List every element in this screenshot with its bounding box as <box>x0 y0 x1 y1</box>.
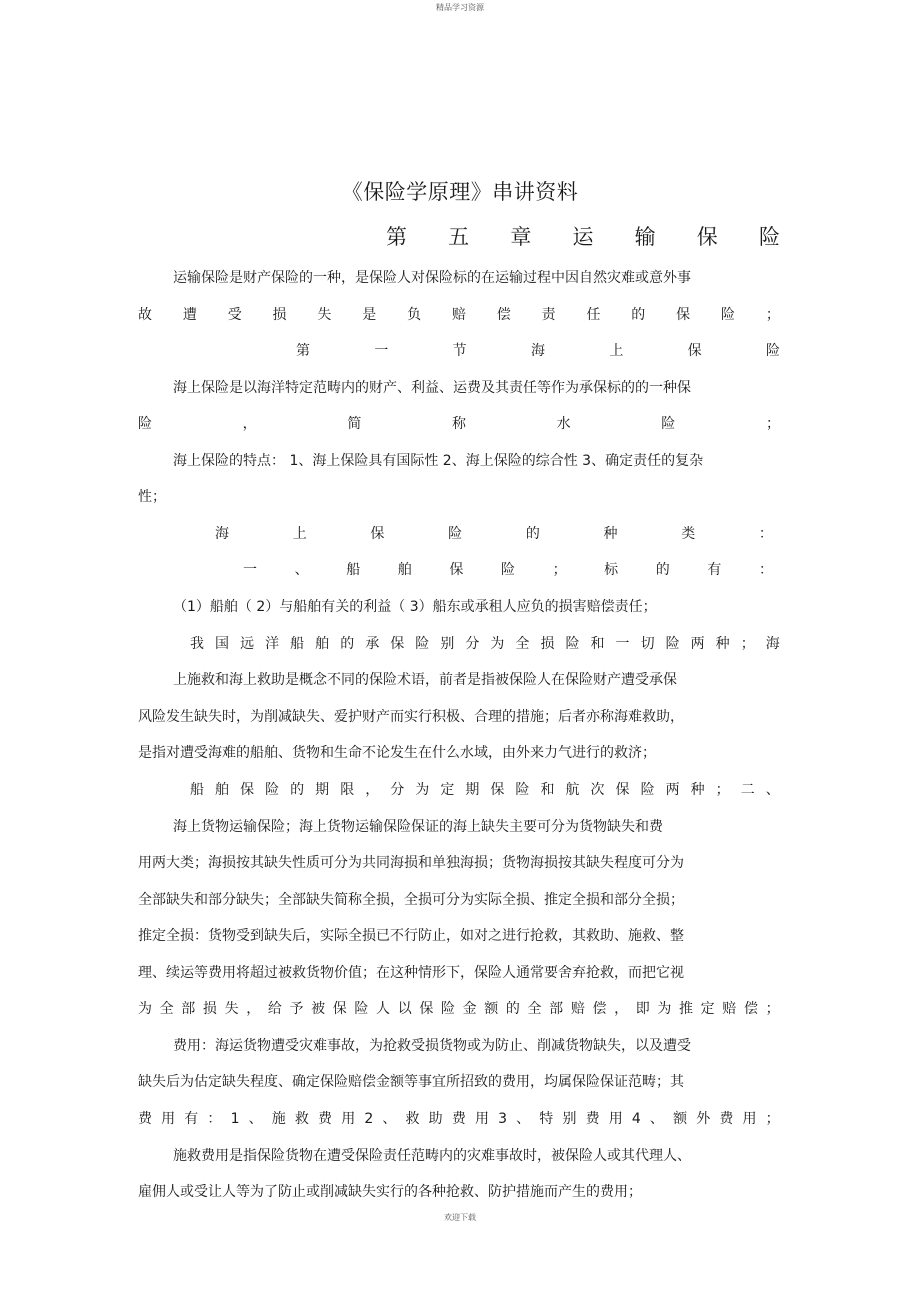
paragraph-line: 海上货物运输保险；海上货物运输保险保证的海上缺失主要可分为货物缺失和费 <box>173 819 663 835</box>
paragraph-line: 费 用 有 ： 1 、 施 救 费 用 2 、 救 助 费 用 3 、 特 别 费 用 4 、 额 外 费 用 ； <box>138 1111 780 1127</box>
paragraph-line: 风险发生缺失时，为削减缺失、爱护财产而实行积极、合理的措施；后者亦称海难救助， <box>138 709 684 725</box>
header-note: 精品学习资源 <box>436 3 484 12</box>
paragraph-line: 海上保险是以海洋特定范畴内的财产、利益、运费及其责任等作为承保标的的一种保 <box>173 380 691 396</box>
paragraph-line: 上施救和海上救助是概念不同的保险术语，前者是指被保险人在保险财产遭受承保 <box>173 672 677 688</box>
paragraph-line: 海上保险的特点： 1、海上保险具有国际性 2、海上保险的综合性 3、确定责任的复杂 <box>173 453 704 469</box>
document-title: 《保险学原理》串讲资料 <box>341 180 579 204</box>
paragraph-line: 船 舶 保 险 的 期 限 ， 分 为 定 期 保 险 和 航 次 保 险 两 种 ； 二 、 <box>190 782 780 798</box>
chapter-title: 第 五 章 运 输 保 险 <box>386 225 780 249</box>
section-heading: 第 一 节 海 上 保 险 <box>296 343 780 359</box>
paragraph-line: 推定全损：货物受到缺失后，实际全损已不行防止，如对之进行抢救，其救助、施救、整 <box>138 928 684 944</box>
paragraph-line: 理、续运等费用将超过被救货物价值；在这种情形下，保险人通常要舍弃抢救，而把它视 <box>138 965 684 981</box>
footer-note: 欢迎下载 <box>444 1213 476 1222</box>
paragraph-line: 为 全 部 损 失 ， 给 予 被 保 险 人 以 保 险 金 额 的 全 部 赔 偿 ， 即 为 推 定 赔 偿 ； <box>138 1001 780 1017</box>
subheading-types: 海 上 保 险 的 种 类 ： <box>215 526 773 542</box>
paragraph-line: 全部缺失和部分缺失；全部缺失简称全损，全损可分为实际全损、推定全损和部分全损； <box>138 892 684 908</box>
paragraph-line: （1）船舶（ 2）与船舶有关的利益（ 3）船东或承租人应负的损害赔偿责任； <box>173 599 657 615</box>
paragraph-line: 运输保险是财产保险的一种，是保险人对保险标的在运输过程中因自然灾难或意外事 <box>173 270 691 286</box>
paragraph-line: 缺失后为估定缺失程度、确定保险赔偿金额等事宜所招致的费用，均属保险保证范畴；其 <box>138 1074 684 1090</box>
paragraph-line: 险 ， 简 称 水 险 ； <box>138 416 780 432</box>
paragraph-line: 雇佣人或受让人等为了防止或削减缺失实行的各种抢救、防护措施而产生的费用； <box>138 1184 642 1200</box>
paragraph-line: 性； <box>138 489 166 505</box>
paragraph-line: 是指对遭受海难的船舶、货物和生命不论发生在什么水域，由外来力气进行的救济； <box>138 745 656 761</box>
paragraph-line: 用两大类；海损按其缺失性质可分为共同海损和单独海损；货物海损按其缺失程度可分为 <box>138 855 684 871</box>
subheading-ship-insurance: 一 、 船 舶 保 险 ； 标 的 有 ： <box>243 562 773 578</box>
paragraph-line: 故 遭 受 损 失 是 负 赔 偿 责 任 的 保 险 ； <box>138 307 780 323</box>
paragraph-line: 费用：海运货物遭受灾难事故，为抢救受损货物或为防止、削减货物缺失，以及遭受 <box>173 1038 691 1054</box>
paragraph-line: 施救费用是指保险货物在遭受保险责任范畴内的灾难事故时，被保险人或其代理人、 <box>173 1148 691 1164</box>
paragraph-line: 我 国 远 洋 船 舶 的 承 保 险 别 分 为 全 损 险 和 一 切 险 两 种 ； 海 <box>190 636 780 652</box>
